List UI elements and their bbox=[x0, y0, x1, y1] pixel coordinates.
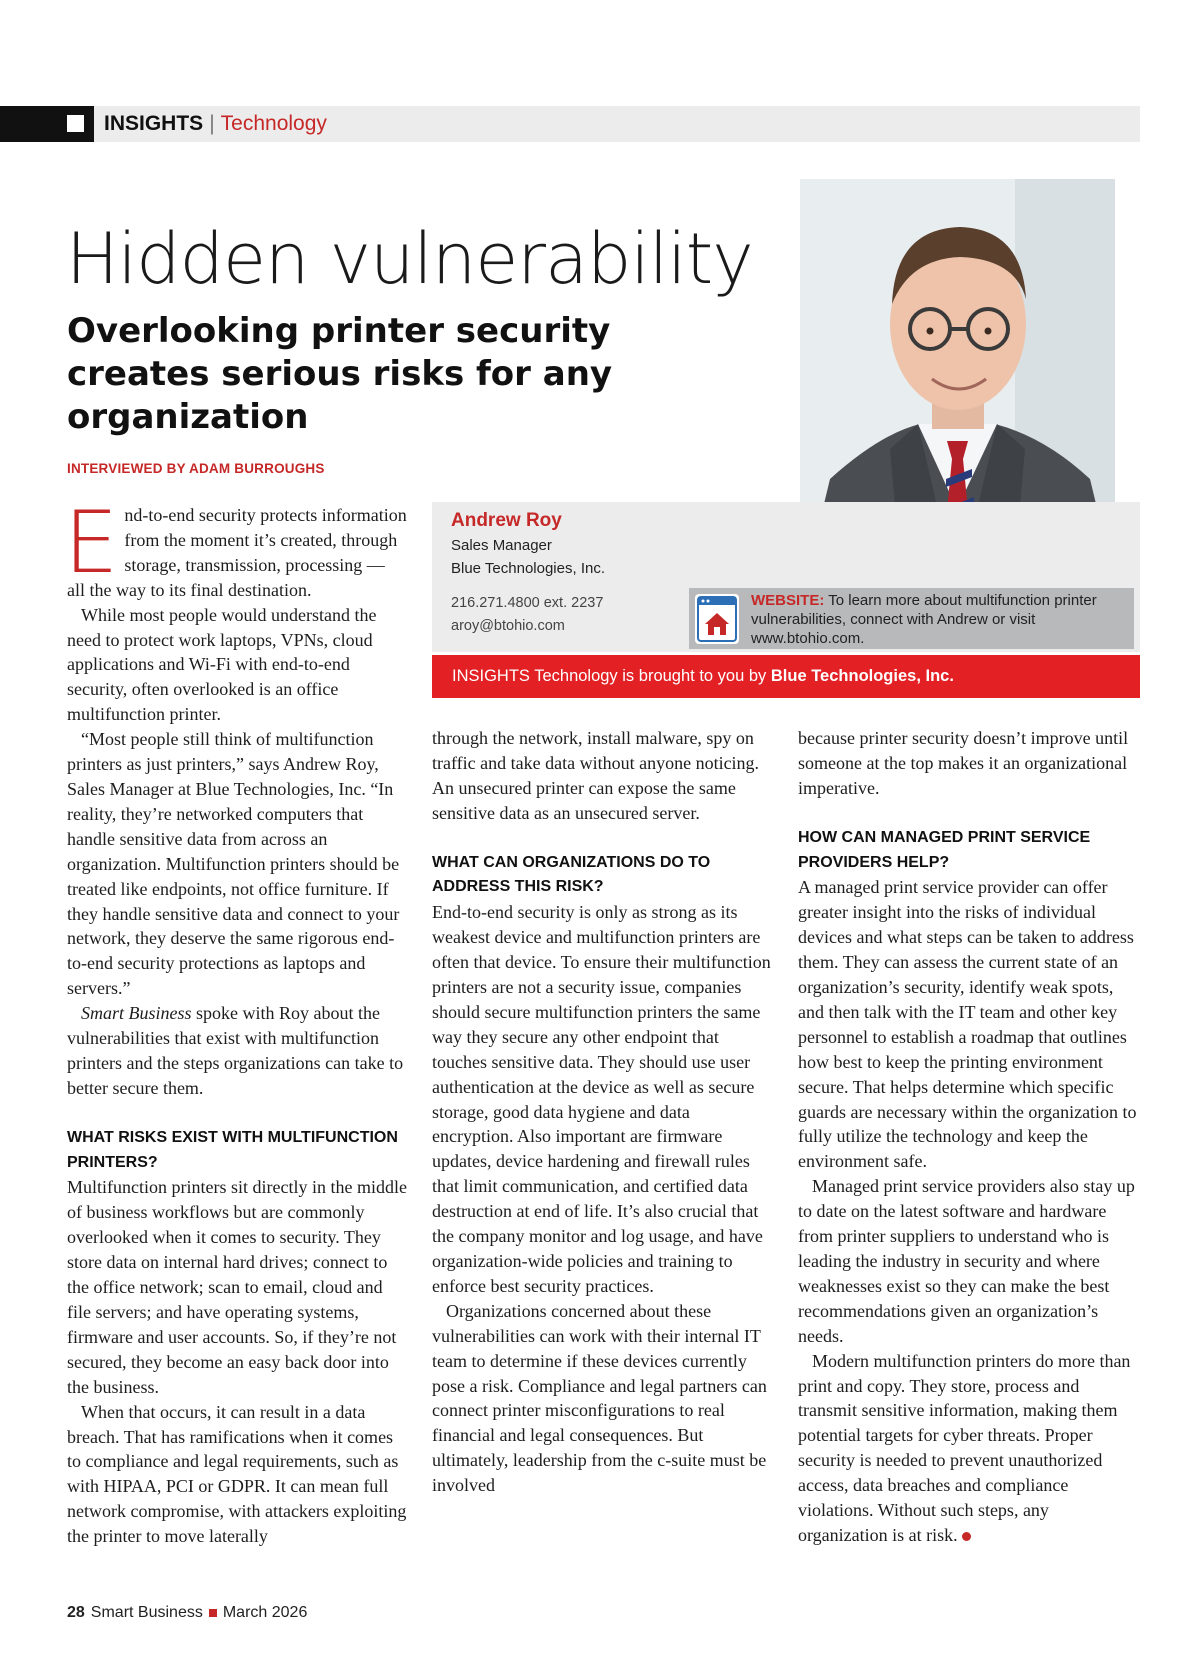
paragraph: Multifunction printers sit directly in the middle of business workflows but are commonly overlooked when it comes to security. They store data on internal hard drives; connect to the office network; scan to email, cloud and file servers; and have operating systems, firmware and user accounts. So, if they’re not secured, they become an easy back door into the business. bbox=[67, 1177, 407, 1397]
website-note bbox=[751, 591, 1131, 648]
paragraph: While most people would understand the need to protect work laptops, VPNs, cloud applications and Wi-Fi with end-to-end security, often overlooked is an office multifunction printer. bbox=[67, 604, 377, 725]
paragraph: A managed print service provider can offer greater insight into the risks of individual devices and what steps can be taken to address them. They can assess the current state of an organization’s security, identify weak spots, and then talk with the IT team and other key personnel to establish a roadmap that outlines how best to keep the printing environment secure. That helps determine which specific guards are necessary within the organization to fully utilize the technology and keep the environment safe. bbox=[798, 877, 1137, 1172]
issue-date: March 2026 bbox=[222, 1604, 308, 1621]
paragraph-text: nd-to-end security protects information from the moment it’s created, through storage, transmission, processing — all the way to its final destination. bbox=[67, 505, 407, 600]
browser-home-icon bbox=[695, 594, 739, 644]
website-label: WEBSITE: bbox=[751, 592, 825, 609]
profile-phone: 216.271.4800 ext. 2237 bbox=[451, 595, 604, 611]
section-label bbox=[104, 106, 327, 142]
paragraph bbox=[64, 493, 407, 603]
paragraph: Organizations concerned about these vulnerabilities can work with their internal IT team to determine if these devices currently pose a risk. Compliance and legal partners can connect printer misconfigurations to real financial and legal consequences. But ultimately, leadership from the c-suite must be involved bbox=[432, 1300, 767, 1496]
page-number: 28 bbox=[67, 1604, 85, 1621]
paragraph: When that occurs, it can result in a data breach. That has ramifications when it comes to compliance and legal requirements, such as with HIPAA, PCI or GDPR. It can mean full network compromise, with attackers exploiting the printer to move laterally bbox=[67, 1401, 407, 1547]
byline: INTERVIEWED BY ADAM BURROUGHS bbox=[67, 461, 325, 476]
paragraph-text: spoke with Roy about the vulnerabilities that exist with multifunction printers and the steps organizations can take to better secure them. bbox=[67, 1003, 404, 1098]
paragraph: through the network, install malware, spy on traffic and take data without anyone noticing. An unsecured printer can expose the same sensitive data as an unsecured server. bbox=[432, 728, 760, 823]
paragraph: “Most people still think of multifunction printers as just printers,” says Andrew Roy, Sales Manager at Blue Technologies, Inc. “In reality, they’re networked computers that handle sensitive data from across an organization. Multifunction printers should be treated like endpoints, not office furniture. If they handle sensitive data and connect to your network, they deserve the same rigorous end-to-end security protections as laptops and servers.” bbox=[67, 729, 400, 999]
article-column-3 bbox=[798, 726, 1138, 1548]
paragraph: End-to-end security is only as strong as its weakest device and multifunction printers are often that device. To ensure their multifunction printers are not a security issue, companies should secure multifunction printers the same way they secure any other endpoint that touches sensitive data. They should use user authentication at the device as well as secure storage, good data hygiene and data encryption. Also important are firmware updates, device hardening and firewall rules that limit communication, and certified data destruction at end of life. It’s also crucial that the company monitor and log usage, and have organization-wide policies and training to enforce best security practices. bbox=[432, 902, 771, 1296]
paragraph: Managed print service providers also stay up to date on the latest software and hardware from printer suppliers to understand who is leading the industry in security and where weaknesses exist so they can make the best recommendations given an organization’s needs. bbox=[798, 1176, 1135, 1346]
profile-company: Blue Technologies, Inc. bbox=[451, 560, 605, 577]
section-category: Technology bbox=[220, 112, 327, 135]
profile-job-title: Sales Manager bbox=[451, 537, 552, 554]
section-separator: | bbox=[209, 112, 215, 135]
article-subtitle: Overlooking printer security creates serious risks for any organization bbox=[67, 311, 613, 437]
paragraph-text: Modern multifunction printers do more than print and copy. They store, process and transmit sensitive information, making them potential targets for cyber threats. Proper security is needed to prevent unauthorized access, data breaches and compliance violations. Without such steps, any organization is at risk. bbox=[798, 1350, 1131, 1545]
drop-cap: E bbox=[64, 493, 119, 593]
article-column-1 bbox=[64, 493, 407, 1549]
sponsor-lead: INSIGHTS Technology is brought to you by bbox=[452, 667, 771, 685]
publication-title: Smart Business bbox=[90, 1604, 203, 1621]
paragraph bbox=[798, 1349, 1138, 1548]
section-heading: WHAT CAN ORGANIZATIONS DO TO ADDRESS THIS RISK? bbox=[432, 853, 711, 896]
footer-square-icon bbox=[209, 1609, 217, 1617]
website-icon bbox=[695, 594, 739, 644]
section-heading: WHAT RISKS EXIST WITH MULTIFUNCTION PRINTERS? bbox=[67, 1128, 398, 1171]
profile-name: Andrew Roy bbox=[451, 510, 562, 531]
section-heading: HOW CAN MANAGED PRINT SERVICE PROVIDERS HELP? bbox=[798, 828, 1091, 871]
paragraph: because printer security doesn’t improve until someone at the top makes it an organizational imperative. bbox=[798, 728, 1129, 798]
article-title: Hidden vulnerability bbox=[66, 218, 753, 300]
page-footer bbox=[67, 1604, 307, 1622]
section-name: INSIGHTS bbox=[104, 112, 204, 135]
profile-email[interactable]: aroy@btohio.com bbox=[451, 618, 565, 634]
sponsor-company: Blue Technologies, Inc. bbox=[770, 667, 954, 685]
publication-name: Smart Business bbox=[81, 1003, 192, 1024]
end-mark-icon bbox=[962, 1532, 971, 1541]
website-text: To learn more about multifunction printer vulnerabilities, connect with Andrew or visit www.btohio.com. bbox=[751, 592, 1097, 647]
sponsor-text bbox=[452, 655, 954, 698]
section-square-icon bbox=[67, 115, 84, 132]
article-column-2 bbox=[432, 726, 772, 1498]
paragraph bbox=[67, 1001, 407, 1101]
